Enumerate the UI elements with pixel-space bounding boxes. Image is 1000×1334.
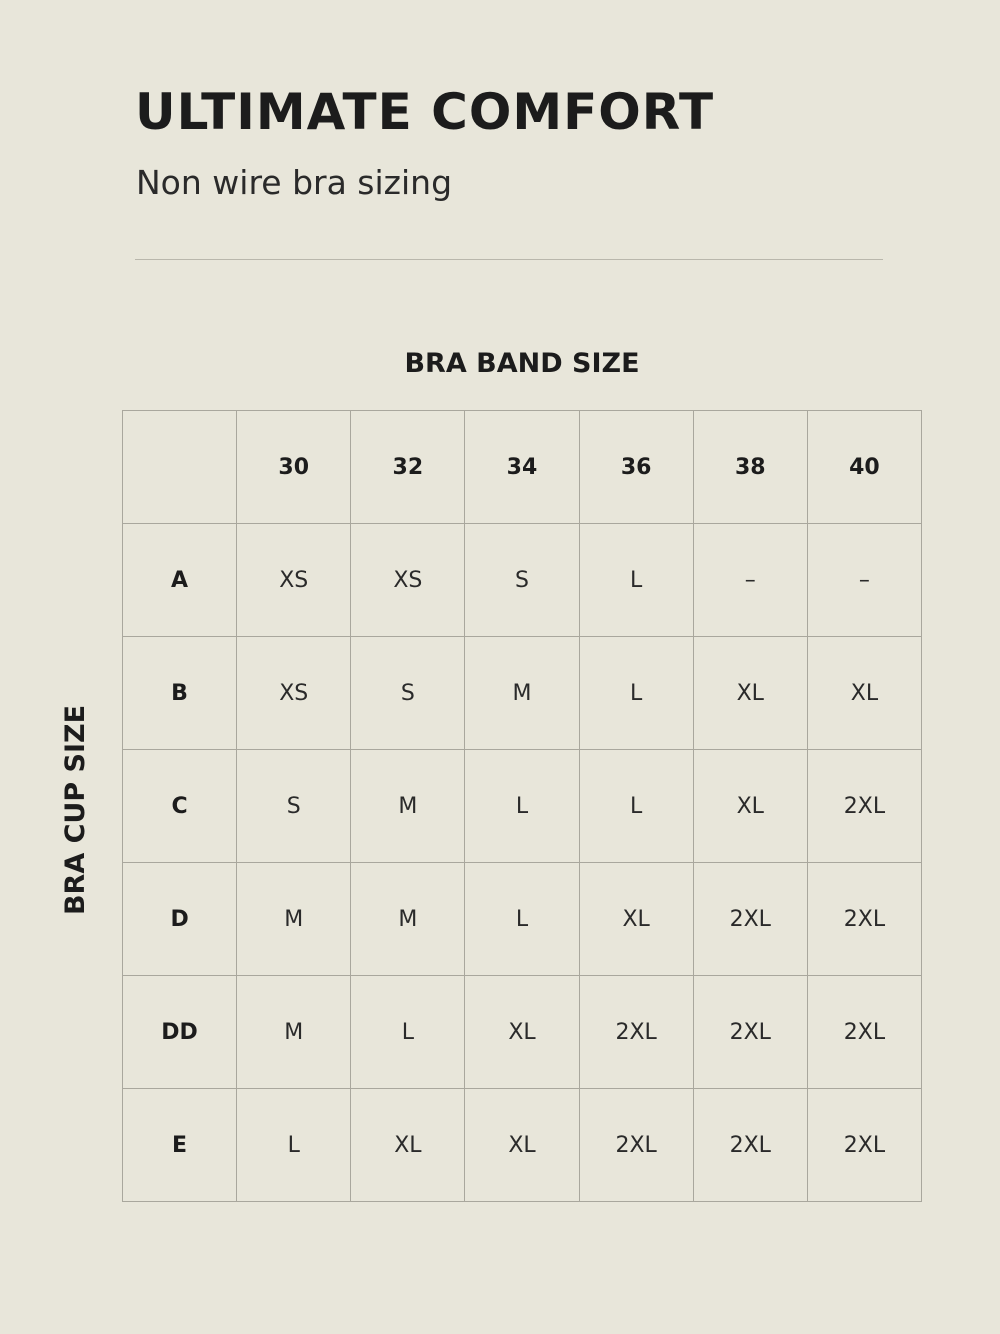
size-cell: M: [237, 976, 351, 1089]
size-cell: XS: [237, 637, 351, 750]
page-title: ULTIMATE COMFORT: [135, 83, 715, 141]
size-cell: L: [465, 750, 579, 863]
size-cell: XS: [237, 524, 351, 637]
band-size-header: 40: [807, 411, 921, 524]
cup-size-header: E: [123, 1089, 237, 1202]
size-cell: XL: [693, 637, 807, 750]
size-cell: 2XL: [807, 1089, 921, 1202]
size-cell: 2XL: [579, 1089, 693, 1202]
table-row: [123, 863, 922, 976]
table-row: [123, 976, 922, 1089]
size-cell: M: [465, 637, 579, 750]
table-row: [123, 524, 922, 637]
size-chart-table: [122, 410, 922, 1202]
size-cell: 2XL: [693, 863, 807, 976]
size-cell: XS: [351, 524, 465, 637]
size-cell: S: [237, 750, 351, 863]
size-cell: –: [693, 524, 807, 637]
size-cell: 2XL: [579, 976, 693, 1089]
size-cell: XL: [579, 863, 693, 976]
cup-size-header: D: [123, 863, 237, 976]
size-cell: XL: [465, 976, 579, 1089]
size-cell: 2XL: [693, 1089, 807, 1202]
size-cell: M: [237, 863, 351, 976]
table-row: [123, 1089, 922, 1202]
cup-size-header: A: [123, 524, 237, 637]
size-cell: XL: [351, 1089, 465, 1202]
size-cell: 2XL: [807, 976, 921, 1089]
size-cell: –: [807, 524, 921, 637]
size-cell: 2XL: [807, 863, 921, 976]
size-cell: XL: [465, 1089, 579, 1202]
size-cell: XL: [693, 750, 807, 863]
header-divider: [135, 259, 883, 260]
cup-size-header: B: [123, 637, 237, 750]
band-size-header: 36: [579, 411, 693, 524]
size-cell: L: [579, 750, 693, 863]
band-size-header-row: [123, 411, 922, 524]
table-row: [123, 637, 922, 750]
size-cell: L: [465, 863, 579, 976]
size-cell: L: [579, 637, 693, 750]
size-cell: 2XL: [807, 750, 921, 863]
table-corner-cell: [123, 411, 237, 524]
band-size-axis-label: BRA BAND SIZE: [404, 348, 640, 379]
table-row: [123, 750, 922, 863]
size-cell: L: [351, 976, 465, 1089]
size-cell: M: [351, 750, 465, 863]
cup-size-axis-label: BRA CUP SIZE: [60, 704, 91, 916]
band-size-header: 32: [351, 411, 465, 524]
size-cell: L: [237, 1089, 351, 1202]
size-cell: M: [351, 863, 465, 976]
page-subtitle: Non wire bra sizing: [136, 163, 453, 202]
size-cell: 2XL: [693, 976, 807, 1089]
size-cell: S: [351, 637, 465, 750]
size-cell: XL: [807, 637, 921, 750]
band-size-header: 30: [237, 411, 351, 524]
cup-size-header: DD: [123, 976, 237, 1089]
band-size-header: 38: [693, 411, 807, 524]
band-size-header: 34: [465, 411, 579, 524]
size-cell: S: [465, 524, 579, 637]
cup-size-header: C: [123, 750, 237, 863]
size-cell: L: [579, 524, 693, 637]
